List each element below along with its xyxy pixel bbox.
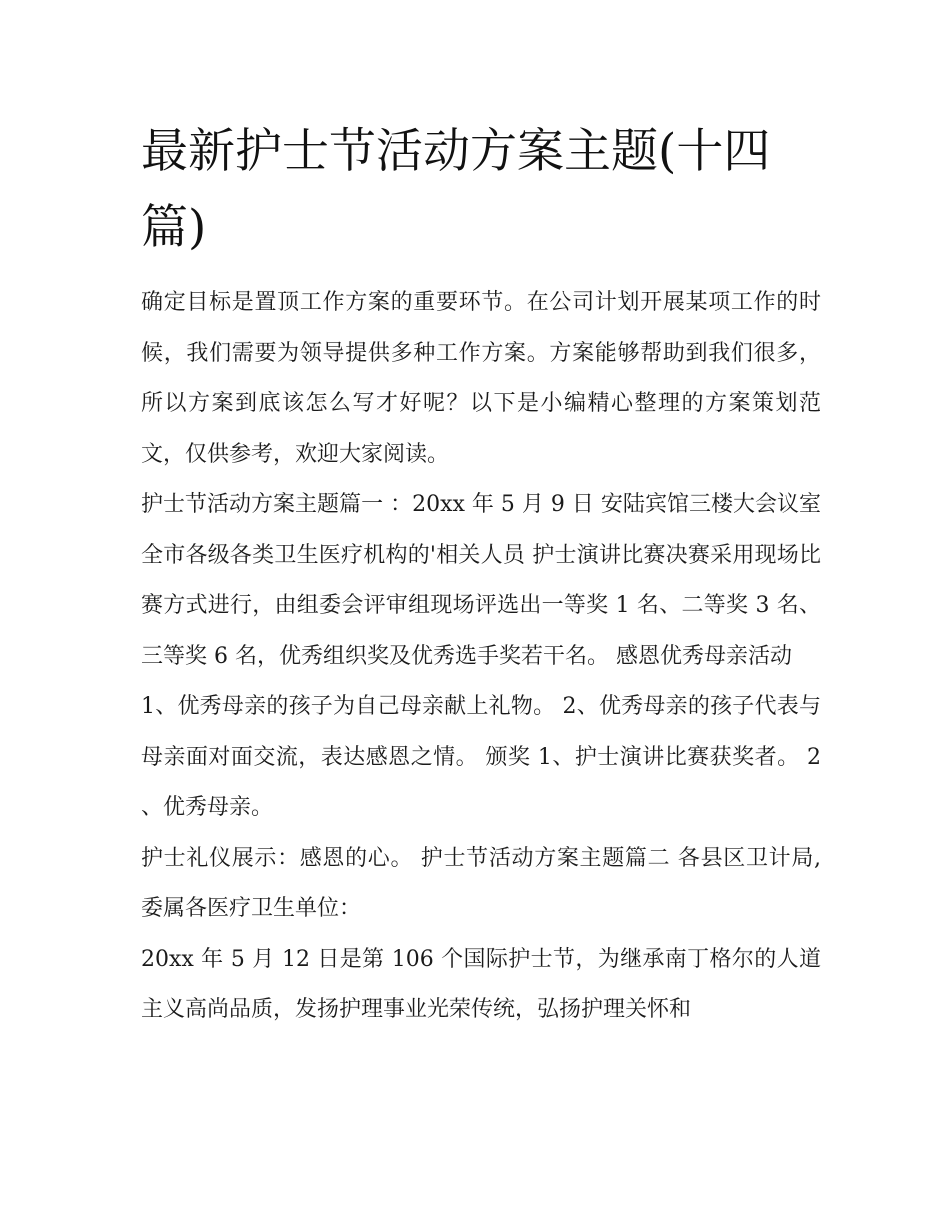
paragraph-nurses-day: 20xx 年 5 月 12 日是第 106 个国际护士节，为继承南丁格尔的人道主义高尚品质，发扬护理事业光荣传统，弘扬护理关怀和 <box>141 946 821 1022</box>
document-body <box>141 278 821 1036</box>
paragraph-plan-one: 护士节活动方案主题篇一 ：20xx 年 5 月 9 日 安陆宾馆三楼大会议室 全市各级各类卫生医疗机构的'相关人员 护士演讲比赛决赛采用现场比赛方式进行，由组委会评审组现场评选出一等奖 1 名、二等奖 3 名、三等奖 6 名，优秀组织奖及优秀选手奖若干名。 感恩优秀母亲活动 <box>141 492 821 669</box>
paragraph-mother-activity: 1、优秀母亲的孩子为自己母亲献上礼物。 2、优秀母亲的孩子代表与母亲面对面交流，表达感恩之情。 颁奖 1、护士演讲比赛获奖者。 2 、优秀母亲。 <box>141 694 821 820</box>
document-title: 最新护士节活动方案主题(十四篇) <box>141 124 771 255</box>
paragraph-intro: 确定目标是置顶工作方案的重要环节。在公司计划开展某项工作的时候，我们需要为领导提供多种工作方案。方案能够帮助到我们很多，所以方案到底该怎么写才好呢？以下是小编精心整理的方案策划范文，仅供参考，欢迎大家阅读。 <box>141 290 821 467</box>
paragraph-etiquette: 护士礼仪展示：感恩的心。 护士节活动方案主题篇二 各县区卫计局,委属各医疗卫生单位： <box>141 845 821 921</box>
